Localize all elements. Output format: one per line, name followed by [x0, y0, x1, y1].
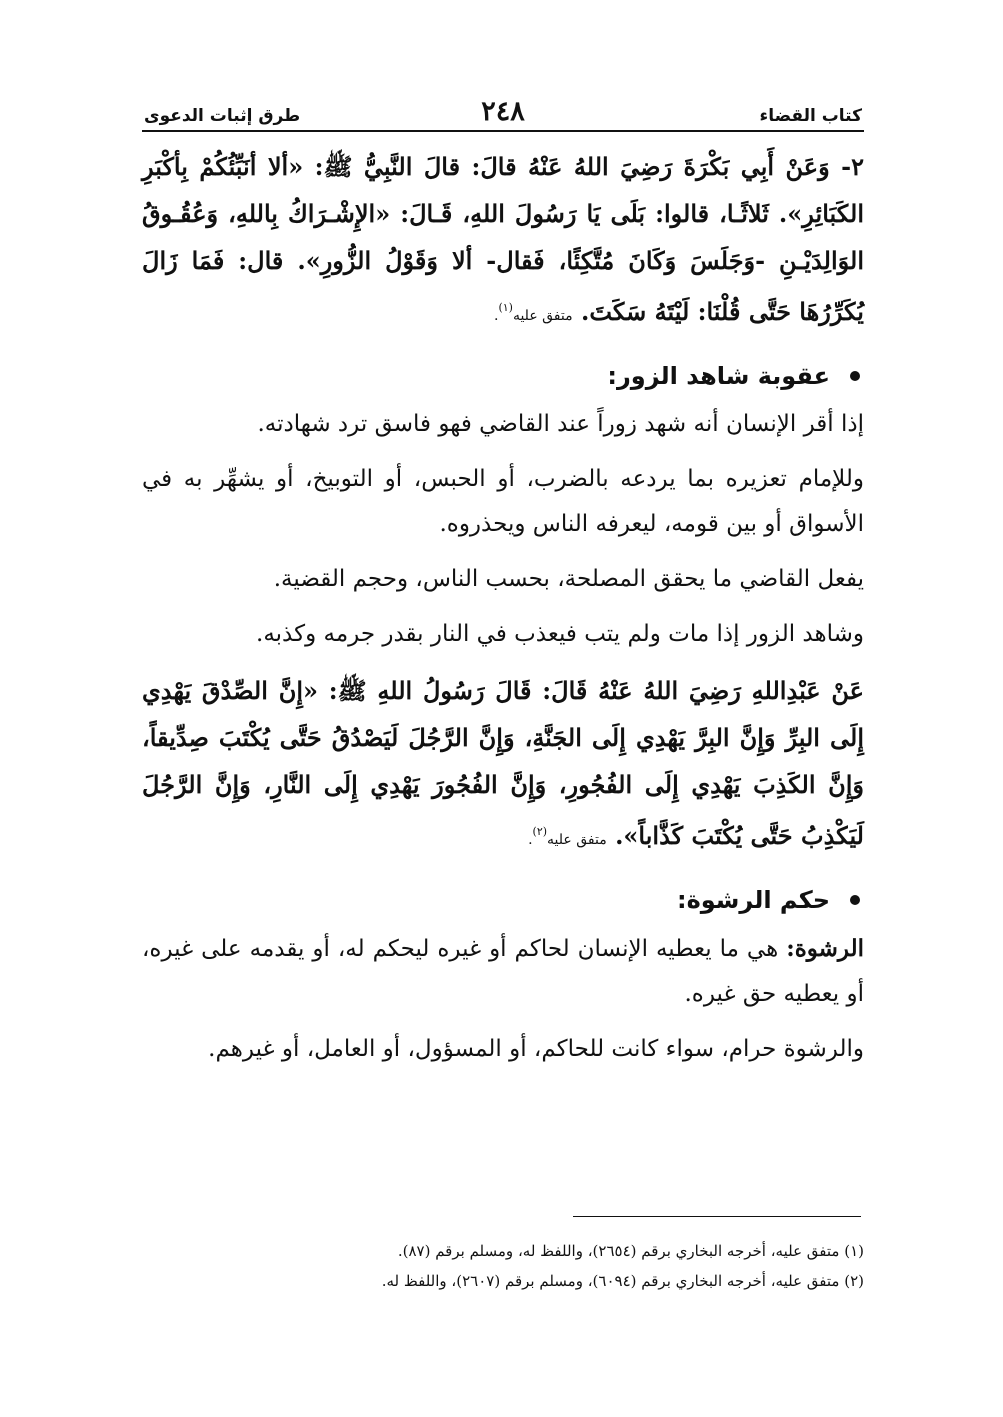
hadith-text: عَنْ عَبْدِاللهِ رَضِيَ اللهُ عَنْهُ قَالَ: قَالَ رَسُولُ اللهِ ﷺ: «إِنَّ الصِّدْقَ يَهْدِي إِلَى البِرِّ وَإِنَّ البِرَّ يَهْدِي إِلَى الجَنَّةِ، وَإِنَّ الرَّجُلَ لَيَصْدُقُ حَتَّى يُكْتَبَ صِدِّيقاً، وَإِنَّ الكَذِبَ يَهْدِي إِلَى الفُجُورِ، وَإِنَّ الفُجُورَ يَهْدِي إِلَى النَّارِ، وَإِنَّ الرَّجُلَ لَيَكْذِبُ حَتَّى يُكْتَبَ كَذَّاباً». [142, 676, 864, 850]
paragraph: وللإمام تعزيره بما يردعه بالضرب، أو الحبس، أو التوبيخ، أو يشهِّر به في الأسواق أو بين قومه، ليعرفه الناس ويحذروه. [142, 466, 864, 537]
header-rule [142, 130, 864, 132]
section-heading [142, 362, 864, 390]
definition-paragraph [142, 926, 864, 1017]
footnote-ref: (٢) [532, 825, 548, 838]
hadith-source: متفق عليه [512, 308, 573, 324]
section-heading-text: عقوبة شاهد الزور: [607, 362, 830, 390]
definition-text: هي ما يعطيه الإنسان لحاكم أو غيره ليحكم له، أو يقدمه على غيره، أو يعطيه حق غيره. [142, 936, 864, 1007]
hadith-text: ٢- وَعَنْ أَبِي بَكْرَةَ رَضِيَ اللهُ عَنْهُ قالَ: قالَ النَّبِيُّ ﷺ: «ألا أنَبِّئُكُمْ بِأكْبَرِ الكَبَائِرِ». ثَلاثًـا، قالوا: بَلَى يَا رَسُولَ اللهِ، قَـالَ: «الإِشْـرَاكُ بِاللهِ، وَعُقُـوقُ الوَالِدَيْـنِ -وَجَلَسَ وَكَانَ مُتَّكِئًا، فَقال- ألا وَقَوْلُ الزُّورِ». قال: فَمَا زَالَ يُكَرِّرُهَا حَتَّى قُلْنَا: لَيْتَهُ سَكَتَ. [142, 152, 864, 326]
definition-term: الرشوة: [786, 935, 865, 962]
bullet-icon [850, 371, 860, 381]
chapter-title: كتاب القضاء [759, 106, 862, 126]
page-body [142, 143, 864, 1072]
hadith-paragraph: عَنْ عَبْدِاللهِ رَضِيَ اللهُ عَنْهُ قَالَ: قَالَ رَسُولُ اللهِ ﷺ: «إِنَّ الصِّدْقَ يَهْدِي إِلَى البِرِّ وَإِنَّ البِرَّ يَهْدِي إِلَى الجَنَّةِ، وَإِنَّ الرَّجُلَ لَيَصْدُقُ حَتَّى يُكْتَبَ صِدِّيقاً، وَإِنَّ الكَذِبَ يَهْدِي إِلَى الفُجُورِ، وَإِنَّ الفُجُورَ يَهْدِي إِلَى النَّارِ، وَإِنَّ الرَّجُلَ لَيَكْذِبُ حَتَّى يُكْتَبَ كَذَّاباً». متفق عليه$^{(٢)}$. [142, 676, 864, 850]
footnote-ref: (١) [498, 301, 513, 314]
paragraph: وشاهد الزور إذا مات ولم يتب فيعذب في النار بقدر جرمه وكذبه. [256, 621, 864, 647]
footnote: (٢) متفق عليه، أخرجه البخاري برقم (٦٠٩٤)، ومسلم برقم (٢٦٠٧)، واللفظ له. [381, 1272, 864, 1290]
paragraph: يفعل القاضي ما يحقق المصلحة، بحسب الناس، وحجم القضية. [273, 566, 864, 592]
page-number: ٢٤٨ [481, 96, 525, 127]
footnote: (١) متفق عليه، أخرجه البخاري برقم (٢٦٥٤)، واللفظ له، ومسلم برقم (٨٧). [397, 1242, 864, 1260]
paragraph: والرشوة حرام، سواء كانت للحاكم، أو المسؤول، أو العامل، أو غيرهم. [208, 1036, 864, 1062]
hadith-source: متفق عليه [547, 832, 607, 848]
page-header [142, 92, 864, 132]
hadith-paragraph: ٢- وَعَنْ أَبِي بَكْرَةَ رَضِيَ اللهُ عَنْهُ قالَ: قالَ النَّبِيُّ ﷺ: «ألا أنَبِّئُكُمْ بِأكْبَرِ الكَبَائِرِ». ثَلاثًـا، قالوا: بَلَى يَا رَسُولَ اللهِ، قَـالَ: «الإِشْـرَاكُ بِاللهِ، وَعُقُـوقُ الوَالِدَيْـنِ -وَجَلَسَ وَكَانَ مُتَّكِئًا، فَقال- ألا وَقَوْلُ الزُّورِ». قال: فَمَا زَالَ يُكَرِّرُهَا حَتَّى قُلْنَا: لَيْتَهُ سَكَتَ. متفق عليه$^{(١)}$. [142, 152, 864, 326]
footnotes [142, 1236, 864, 1296]
section-heading-text: حكم الرشوة: [676, 886, 830, 914]
section-heading [142, 886, 864, 914]
paragraph: إذا أقر الإنسان أنه شهد زوراً عند القاضي فهو فاسق ترد شهادته. [257, 411, 864, 437]
footnote-separator [573, 1216, 861, 1217]
bullet-icon [850, 895, 860, 905]
section-title: طرق إثبات الدعوى [144, 106, 301, 126]
